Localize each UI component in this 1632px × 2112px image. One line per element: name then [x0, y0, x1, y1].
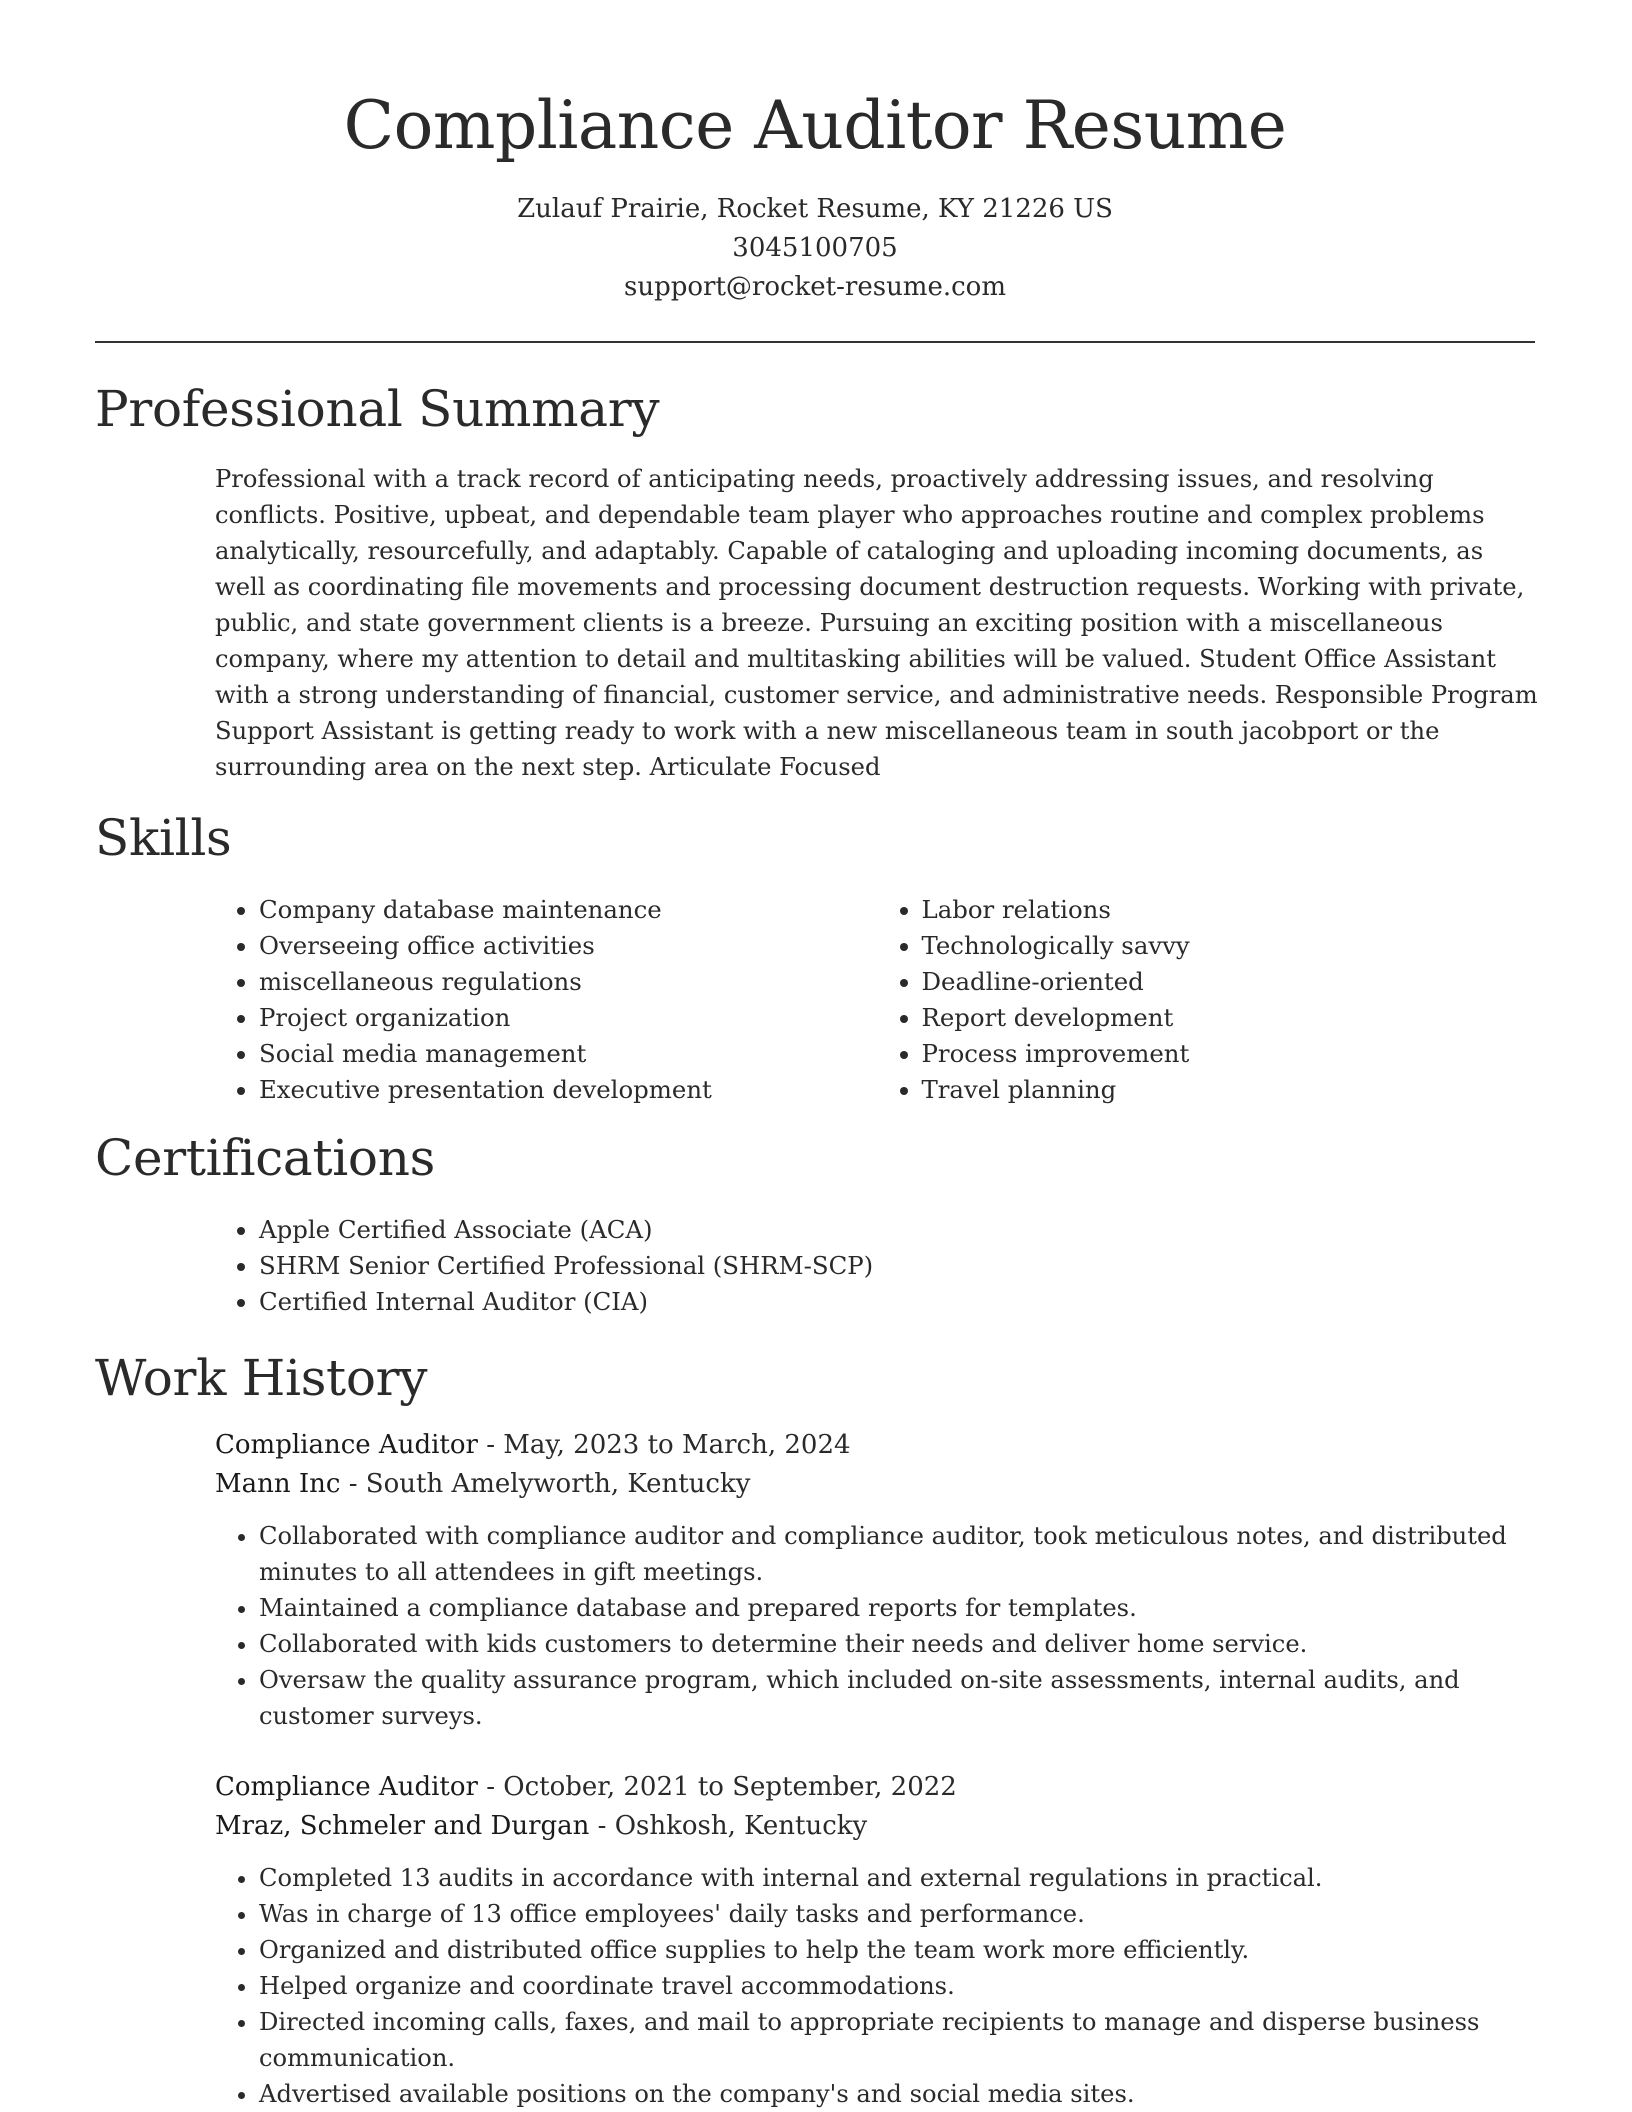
- skill-item: • Labor relations: [922, 892, 1541, 928]
- job-company: Mann Inc: [215, 1469, 341, 1499]
- skills-list: [215, 892, 1540, 1108]
- section-heading-skills: Skills: [95, 809, 232, 867]
- job-title: Compliance Auditor: [215, 1430, 478, 1460]
- skill-item: • Travel planning: [922, 1072, 1541, 1108]
- job-company: Mraz, Schmeler and Durgan: [215, 1811, 590, 1841]
- contact-phone: 3045100705: [732, 233, 898, 263]
- job-bullet: • Collaborated with kids customers to determine their needs and deliver home service.: [259, 1626, 1545, 1662]
- job-entry: [215, 1768, 1545, 2112]
- job-bullet: • Oversaw the quality assurance program, which included on-site assessments, internal audits, and customer surveys.: [259, 1662, 1545, 1734]
- certifications-list: [215, 1212, 1540, 1320]
- job-bullets: [215, 1518, 1545, 1734]
- job-entry: [215, 1426, 1545, 1734]
- job-company-line: Mann Inc - South Amelyworth, Kentucky: [215, 1469, 751, 1499]
- job-bullet: • Collaborated with compliance auditor and compliance auditor, took meticulous notes, and distributed minutes to all attendees in gift meetings.: [259, 1518, 1545, 1590]
- skill-item: • Technologically savvy: [922, 928, 1541, 964]
- job-company-line: Mraz, Schmeler and Durgan - Oshkosh, Kentucky: [215, 1811, 868, 1841]
- certification-item: • Apple Certified Associate (ACA): [259, 1212, 1540, 1248]
- skill-item: • Deadline-oriented: [922, 964, 1541, 1000]
- job-bullet: • Advertised available positions on the company's and social media sites.: [259, 2076, 1545, 2112]
- skill-item: • Project organization: [259, 1000, 878, 1036]
- job-bullet: • Helped organize and coordinate travel accommodations.: [259, 1968, 1545, 2004]
- job-location: Oshkosh, Kentucky: [614, 1811, 868, 1841]
- skill-item: • Report development: [922, 1000, 1541, 1036]
- contact-email: support@rocket-resume.com: [623, 272, 1006, 302]
- section-heading-summary: Professional Summary: [95, 380, 660, 438]
- summary-text: Professional with a track record of anticipating needs, proactively addressing issues, and resolving conflicts. Positive, upbeat, and dependable team player who approaches routine and complex problems analytically, resourcefully, and adaptably. Capable of cataloging and uploading incoming documents, as well as coordinating file movements and processing document destruction requests. Working with private, public, and state government clients is a breeze. Pursuing an exciting position with a miscellaneous company, where my attention to detail and multitasking abilities will be valued. Student Office Assistant with a strong understanding of financial, customer service, and administrative needs. Responsible Program Support Assistant is getting ready to work with a new miscellaneous team in south jacobport or the surrounding area on the next step. Articulate Focused: [215, 465, 1538, 781]
- skill-item: • Company database maintenance: [259, 892, 878, 928]
- job-bullet: • Was in charge of 13 office employees' daily tasks and performance.: [259, 1896, 1545, 1932]
- job-title: Compliance Auditor: [215, 1772, 478, 1802]
- job-bullets: [215, 1860, 1545, 2112]
- job-bullet: • Completed 13 audits in accordance with internal and external regulations in practical.: [259, 1860, 1545, 1896]
- job-title-line: Compliance Auditor - May, 2023 to March, 2024: [215, 1430, 851, 1460]
- job-bullet: • Maintained a compliance database and prepared reports for templates.: [259, 1590, 1545, 1626]
- job-bullet: • Directed incoming calls, faxes, and mail to appropriate recipients to manage and disperse business communication.: [259, 2004, 1545, 2076]
- contact-address: Zulauf Prairie, Rocket Resume, KY 21226 US: [517, 194, 1113, 224]
- certification-item: • SHRM Senior Certified Professional (SHRM-SCP): [259, 1248, 1540, 1284]
- skill-item: • Process improvement: [922, 1036, 1541, 1072]
- certification-item: • Certified Internal Auditor (CIA): [259, 1284, 1540, 1320]
- job-dates: May, 2023 to March, 2024: [503, 1430, 851, 1460]
- job-dates: October, 2021 to September, 2022: [503, 1772, 957, 1802]
- section-heading-certifications: Certifications: [95, 1129, 435, 1187]
- section-heading-work-history: Work History: [95, 1349, 428, 1407]
- job-location: South Amelyworth, Kentucky: [365, 1469, 751, 1499]
- skill-item: • Overseeing office activities: [259, 928, 878, 964]
- skill-item: • Executive presentation development: [259, 1072, 878, 1108]
- skills-column-left: [215, 892, 878, 1108]
- skill-item: • miscellaneous regulations: [259, 964, 878, 1000]
- header-divider: [95, 341, 1535, 343]
- skill-item: • Social media management: [259, 1036, 878, 1072]
- resume-title: Compliance Auditor Resume: [343, 87, 1287, 164]
- contact-block: [95, 190, 1535, 307]
- job-title-line: Compliance Auditor - October, 2021 to September, 2022: [215, 1772, 957, 1802]
- skills-column-right: [878, 892, 1541, 1108]
- job-bullet: • Organized and distributed office supplies to help the team work more efficiently.: [259, 1932, 1545, 1968]
